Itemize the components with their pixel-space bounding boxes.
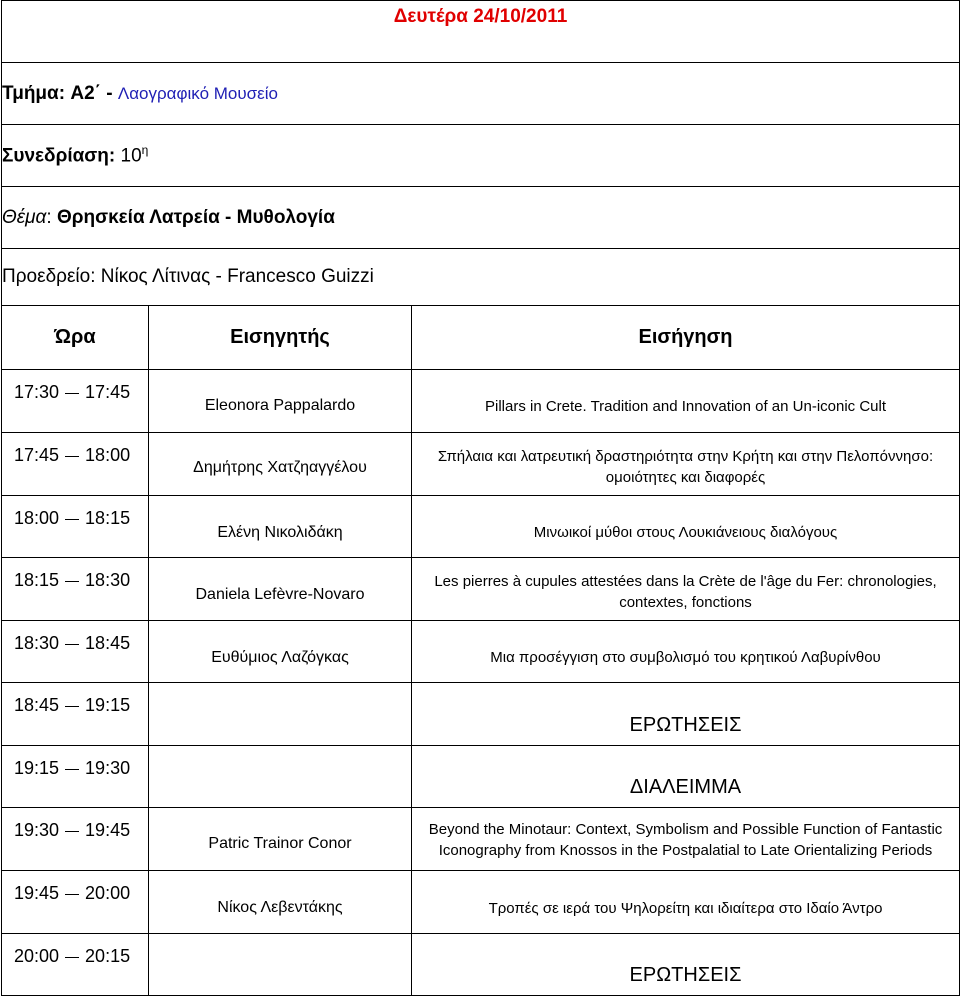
column-header-talk: Εισήγηση: [412, 306, 960, 370]
table-row: [2, 808, 960, 871]
talk-cell: Beyond the Minotaur: Context, Symbolism and Possible Function of Fantastic Iconography from Knossos in the Postpalatial to Late Orientalizing Periods: [412, 808, 960, 871]
speaker-cell: Ευθύμιος Λαζόγκας: [149, 621, 412, 683]
time-cell: 19:45 20:00: [2, 871, 149, 934]
session-sup: η: [141, 143, 149, 158]
talk-cell: Σπήλαια και λατρευτική δραστηριότητα στην Κρήτη και στην Πελοπόννησο: ομοιότητες και διαφορές: [412, 433, 960, 496]
schedule-table: [1, 0, 960, 996]
talk-cell: ΔΙΑΛΕΙΜΜΑ: [412, 746, 960, 808]
speaker-cell: [149, 934, 412, 996]
time-cell: 18:30 18:45: [2, 621, 149, 683]
table-row: [2, 621, 960, 683]
section-value: Α2΄ -: [70, 82, 113, 104]
talk-cell: Μινωικοί μύθοι στους Λουκιάνειους διαλόγους: [412, 496, 960, 558]
table-row: [2, 871, 960, 934]
talk-cell: ΕΡΩΤΗΣΕΙΣ: [412, 934, 960, 996]
topic-colon: :: [46, 206, 52, 228]
talk-cell: Μια προσέγγιση στο συμβολισμό του κρητικού Λαβυρίνθου: [412, 621, 960, 683]
topic-line: [2, 187, 960, 249]
speaker-cell: Δημήτρης Χατζηαγγέλου: [149, 433, 412, 496]
chair-label: Προεδρείο: [2, 266, 91, 287]
time-cell: 18:15 18:30: [2, 558, 149, 621]
chair-value: : Νίκος Λίτινας - Francesco Guizzi: [90, 266, 374, 287]
time-cell: 19:15 19:30: [2, 746, 149, 808]
section-label: Τμήμα:: [2, 82, 66, 104]
speaker-cell: Patric Trainor Conor: [149, 808, 412, 871]
section-line: [2, 63, 960, 125]
speaker-cell: Ελένη Νικολιδάκη: [149, 496, 412, 558]
column-header-time: Ώρα: [2, 306, 149, 370]
table-row: [2, 433, 960, 496]
table-row: [2, 496, 960, 558]
talk-cell: Pillars in Crete. Tradition and Innovation of an Un-iconic Cult: [412, 370, 960, 433]
session-label: Συνεδρίαση:: [2, 145, 116, 167]
session-line: [2, 125, 960, 187]
speaker-cell: Νίκος Λεβεντάκης: [149, 871, 412, 934]
time-cell: 18:00 18:15: [2, 496, 149, 558]
time-cell: 17:30 17:45: [2, 370, 149, 433]
time-cell: 20:00 20:15: [2, 934, 149, 996]
table-row: [2, 746, 960, 808]
chair-line: [2, 249, 960, 306]
table-row: [2, 370, 960, 433]
speaker-cell: Eleonora Pappalardo: [149, 370, 412, 433]
time-cell: 18:45 19:15: [2, 683, 149, 746]
column-header-speaker: Εισηγητής: [149, 306, 412, 370]
speaker-cell: [149, 746, 412, 808]
speaker-cell: Daniela Lefèvre-Novaro: [149, 558, 412, 621]
talk-cell: Les pierres à cupules attestées dans la Crète de l'âge du Fer: chronologies, contextes, fonctions: [412, 558, 960, 621]
time-cell: 17:45 18:00: [2, 433, 149, 496]
table-row: [2, 558, 960, 621]
table-row: [2, 934, 960, 996]
day-title: Δευτέρα 24/10/2011: [2, 1, 960, 63]
topic-label: Θέμα: [2, 206, 47, 228]
section-place: Λαογραφικό Μουσείο: [117, 83, 278, 103]
session-number: 10: [120, 145, 142, 167]
talk-cell: ΕΡΩΤΗΣΕΙΣ: [412, 683, 960, 746]
table-row: [2, 683, 960, 746]
topic-value: Θρησκεία Λατρεία - Μυθολογία: [56, 206, 335, 228]
talk-cell: Τροπές σε ιερά του Ψηλορείτη και ιδιαίτερα στο Ιδαίο Άντρο: [412, 871, 960, 934]
time-cell: 19:30 19:45: [2, 808, 149, 871]
speaker-cell: [149, 683, 412, 746]
